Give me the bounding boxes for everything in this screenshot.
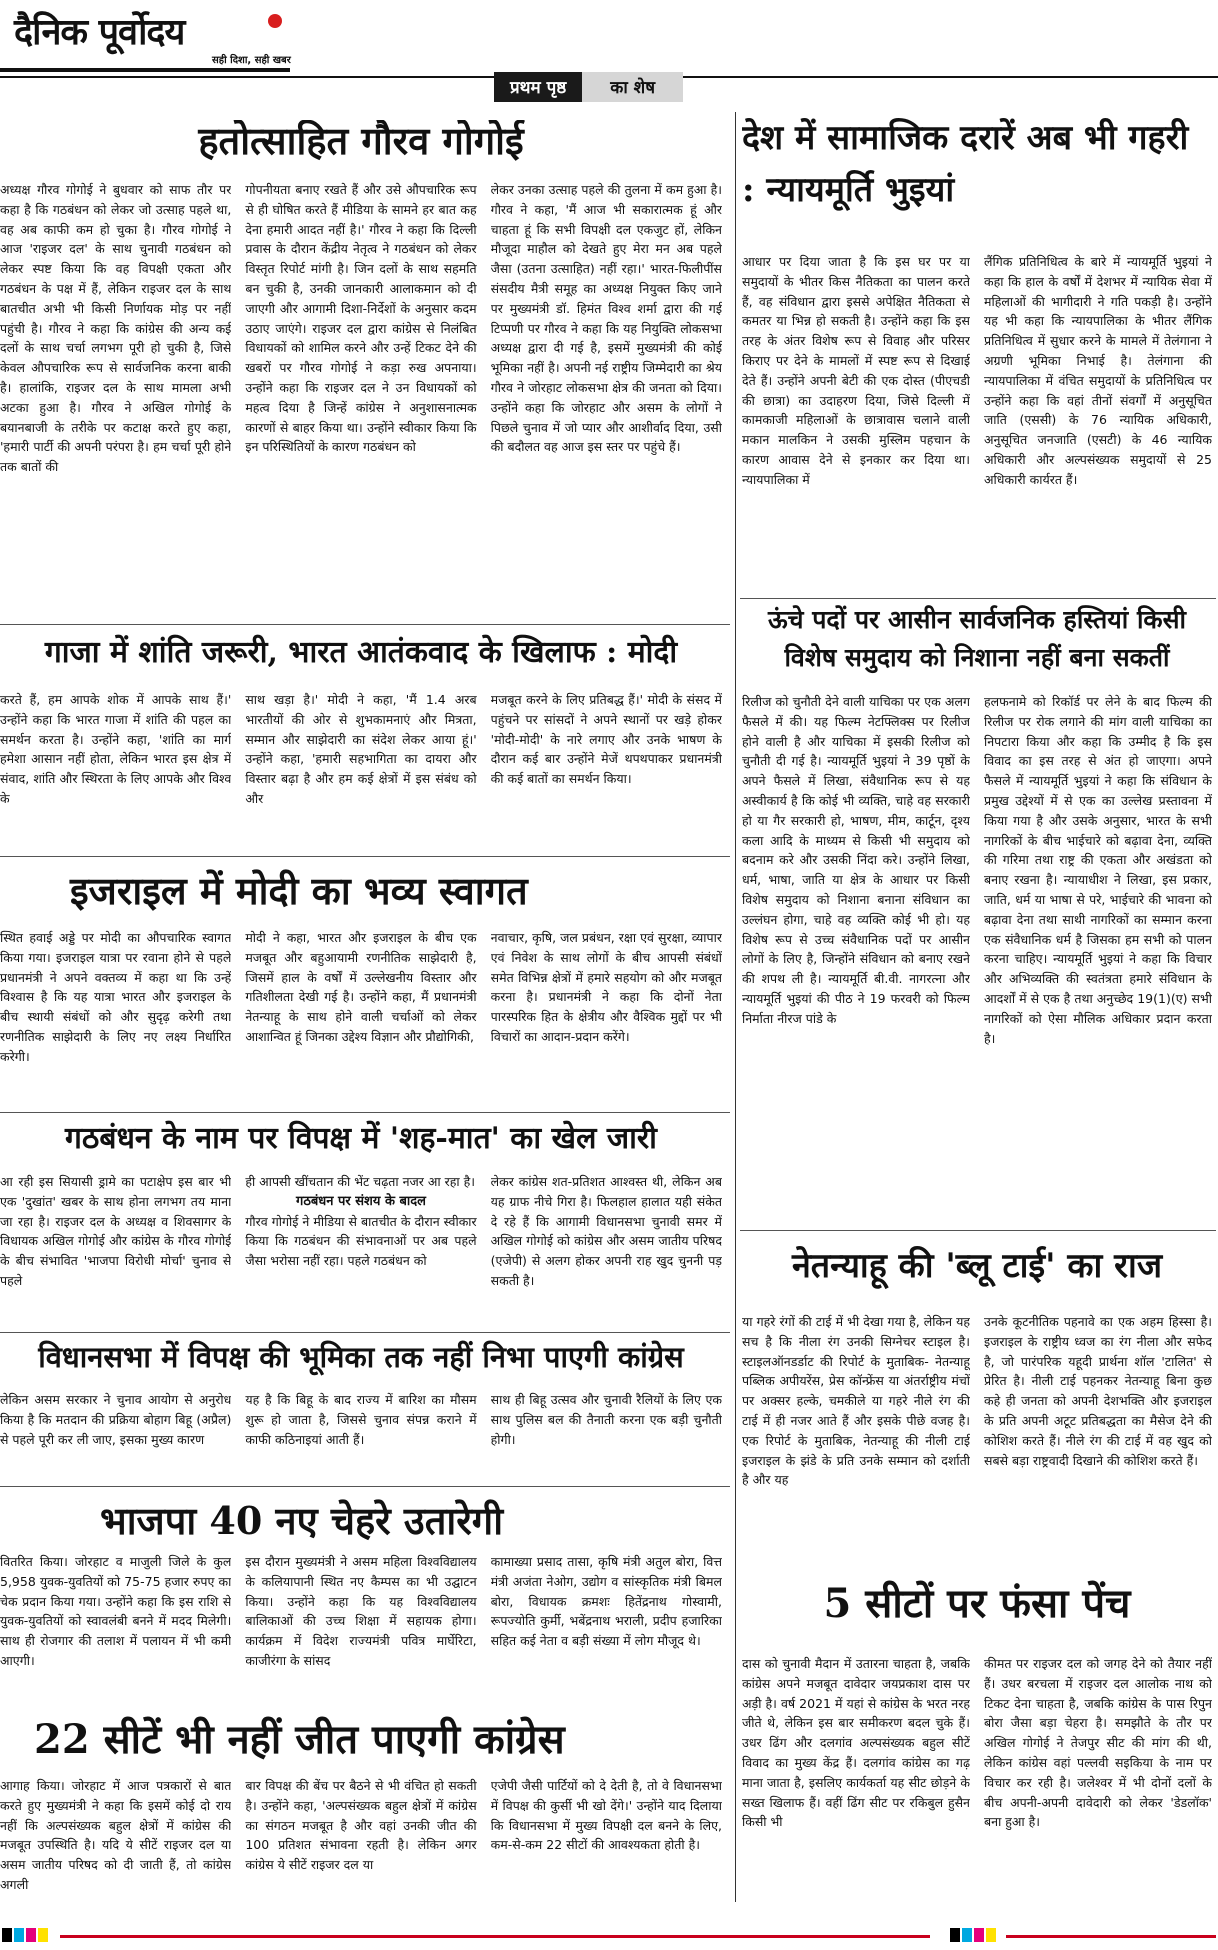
footer-line xyxy=(60,1935,930,1938)
color-swatch xyxy=(974,1928,984,1942)
article-text: करते हैं, हम आपके शोक में आपके साथ हैं।' उन्होंने कहा कि भारत गाजा में शांति की पहल का समर्थन करता है। उन्होंने कहा, 'शांति का मार्ग हमेशा आसान नहीं होता, लेकिन भारत इस क्षेत्र में संवाद, शांति और स्थिरता के लिए आपके और विश्व के xyxy=(0,692,232,806)
article-text: गौरव गोगोई ने मीडिया से बातचीत के दौरान स्वीकार किया कि गठबंधन की संभावनाओं पर अब पहले जैसा भरोसा नहीं रहा। पहले गठबंधन को xyxy=(245,1213,477,1269)
color-swatch xyxy=(38,1928,48,1942)
article-gaza xyxy=(0,628,722,852)
article-text: मोदी ने कहा, भारत और इजराइल के बीच एक मजबूत और बहुआयामी रणनीतिक साझेदारी है, जिसमें हाल के वर्षों में उल्लेखनीय विस्तार और गतिशीलता देखी गई है। उन्होंने कहा, मैं प्रधानमंत्री नेतन्याहू के साथ होने वाली चर्चाओं को लेकर आशान्वित हूं जिनका उद्देश्य विज्ञान और प्रौद्योगिकी, xyxy=(245,930,477,1044)
article-seats5 xyxy=(742,1564,1212,1920)
color-swatch xyxy=(2,1928,12,1942)
headline-bhuyan[interactable]: देश में सामाजिक दरारें अब भी गहरी : न्यायमूर्ति भुइयां xyxy=(742,118,1189,210)
footer-line xyxy=(1006,1935,1216,1938)
article-text: गोपनीयता बनाए रखते हैं और उसे औपचारिक रूप से ही घोषित करते हैं मीडिया के सामने हर बात कह देना हमारी आदत नहीं है।' गौरव ने कहा कि दिल्ली प्रवास के दौरान केंद्रीय नेतृत्व ने गठबंधन को लेकर विस्तृत रिपोर्ट मांगी है। जिन दलों के साथ सहमति बन चुकी है, उनकी जानकारी आलाकमान को दी जाएगी और आगामी दिशा-निर्देशों के अनुसार कदम उठाए जाएंगे। राइजर दल द्वारा कांग्रेस से निलंबित विधायकों को शामिल करने और उन्हें टिकट देने की खबरों पर गौरव गोगोई ने कड़ा रुख अपनाया। उन्होंने कहा कि राइजर दल ने उन विधायकों को महत्व दिया है जिन्हें कांग्रेस ने अनुशासनात्मक कारणों से बाहर किया था। उन्होंने स्वीकार किया कि इन परिस्थितियों के कारण गठबंधन को xyxy=(245,182,477,455)
logo-underline xyxy=(0,68,290,72)
color-swatch xyxy=(14,1928,24,1942)
article-netanyahu xyxy=(742,1234,1212,1564)
section-label-front-page: प्रथम पृष्ठ xyxy=(494,72,582,102)
article-vidhansabha xyxy=(0,1334,722,1484)
article-text: आगाह किया। जोरहाट में आज पत्रकारों से बात करते हुए मुख्यमंत्री ने कहा कि इसमें कोई दो राय नहीं कि अल्पसंख्यक बहुल क्षेत्रों में कांग्रेस की मजबूत उपस्थिति है। यदि ये सीटें राइजर दल या असम जातीय परिषद को दी जाती हैं, तो कांग्रेस अगली xyxy=(0,1778,232,1892)
article-seats22 xyxy=(0,1710,722,1920)
article-text: कीमत पर राइजर दल को जगह देने को तैयार नहीं हैं। उधर बरचला में राइजर दल आलोक नाथ को टिकट देना चाहता है, जबकि कांग्रेस के पास रिपुन बोरा जैसा बड़ा चेहरा है। समझौते के तौर पर अखिल गोगोई ने तेजपुर सीट की मांग की थी, लेकिन कांग्रेस वहां पल्लवी सइकिया के नाम पर विचार कर रही है। जलेश्वर में भी दोनों दलों के बीच अपनी-अपनी दावेदारी को लेकर 'डेडलॉक' बना हुआ है। xyxy=(984,1656,1212,1830)
article-text: मजबूत करने के लिए प्रतिबद्ध हैं।' मोदी के संसद में पहुंचने पर सांसदों ने अपने स्थानों पर खड़े होकर 'मोदी-मोदी' के नारे लगाए और उनके भाषण के दौरान कई बार उन्होंने मेजें थपथपाकर प्रधानमंत्री की कई बातों का समर्थन किया। xyxy=(490,692,722,787)
article-text: अध्यक्ष गौरव गोगोई ने बुधवार को साफ तौर पर कहा है कि गठबंधन को लेकर जो उत्साह पहले था, वह अब काफी कम हो चुका है। गौरव गोगोई ने आज 'राइजर दल' के साथ चुनावी गठबंधन को लेकर स्पष्ट किया कि वह विपक्षी एकता और गठबंधन के पक्ष में हैं, लेकिन राइजर दल के साथ बातचीत अभी भी किसी निर्णायक मोड़ पर नहीं पहुंची है। गौरव ने कहा कि कांग्रेस की अन्य कई दलों के साथ चर्चा लगभग पूरी हो चुकी है, जिसे केवल औपचारिक रूप से सार्वजनिक करना बाकी है। हालांकि, राइजर दल के साथ मामला अभी अटका हुआ है। गौरव ने अखिल गोगोई के बयानबाजी के तरीके पर कटाक्ष करते हुए कहा, 'हमारी पार्टी की अपनी परंपरा है। हम चर्चा पूरी होने तक बातों की xyxy=(0,182,232,475)
headline-sahmaat[interactable]: गठबंधन के नाम पर विपक्ष में 'शह-मात' का खेल जारी xyxy=(65,1121,657,1156)
article-text: लेकर उनका उत्साह पहले की तुलना में कम हुआ है। गौरव ने कहा, 'मैं आज भी सकारात्मक हूं और चाहता हूं कि सभी विपक्षी दल एकजुट हों, लेकिन मौजूदा माहौल को देखते हुए मेरा मन अब पहले जैसा (उतना उत्साहित) नहीं रहा।' भारत-फिलीपींस संसदीय मैत्री समूह का अध्यक्ष नियुक्त किए जाने पर मुख्यमंत्री डॉ. हिमंत विश्व शर्मा द्वारा की गई टिप्पणी पर गौरव ने कहा कि यह नियुक्ति लोकसभा अध्यक्ष द्वारा दी गई है, इसमें मुख्यमंत्री की कोई भूमिका नहीं है। अपनी नई राष्ट्रीय जिम्मेदारी का श्रेय गौरव ने जोरहाट लोकसभा क्षेत्र की जनता को दिया। उन्होंने कहा कि जोरहाट और असम के लोगों ने पिछले चुनाव में जो प्यार और आशीर्वाद दिया, उसी की बदौलत वह आज इस स्तर पर पहुंचे हैं। xyxy=(490,182,722,455)
article-sahmaat xyxy=(0,1114,722,1330)
article-text: लैंगिक प्रतिनिधित्व के बारे में न्यायमूर्ति भुइयां ने कहा कि हाल के वर्षों में देशभर में न्यायिक सेवा में महिलाओं की भागीदारी ने गति पकड़ी है। उन्होंने यह भी कहा कि न्यायपालिका के भीतर लैंगिक प्रतिनिधित्व में सुधार करने के मामले में तेलंगाना ने अग्रणी भूमिका निभाई है। तेलंगाना की न्यायपालिका में वंचित समुदायों के प्रतिनिधित्व पर उन्होंने कहा कि वहां तीनों संवर्गों में अनुसूचित जाति (एससी) के 76 न्यायिक अधिकारी, अनुसूचित जनजाति (एसटी) के 46 न्यायिक अधिकारी और अल्पसंख्यक समुदायों से 25 अधिकारी कार्यरत हैं। xyxy=(984,254,1212,487)
newspaper-logo[interactable]: दैनिक पूर्वोदय xyxy=(14,11,185,53)
article-divider xyxy=(0,1486,730,1487)
headline-israel[interactable]: इजराइल में मोदी का भव्य स्वागत xyxy=(70,868,528,913)
masthead xyxy=(0,0,1218,78)
headline-netanyahu[interactable]: नेतन्याहू की 'ब्लू टाई' का राज xyxy=(791,1246,1163,1286)
article-text: लेकिन असम सरकार ने चुनाव आयोग से अनुरोध किया है कि मतदान की प्रक्रिया बोहाग बिहू (अप्रैल) से पहले पूरी कर ली जाए, इसका मुख्य कारण xyxy=(0,1392,232,1447)
article-column xyxy=(245,1172,476,1328)
subheading: गठबंधन पर संशय के बादल xyxy=(296,1193,426,1209)
color-swatch xyxy=(26,1928,36,1942)
color-swatch xyxy=(950,1928,960,1942)
headline-gaza[interactable]: गाजा में शांति जरूरी, भारत आतंकवाद के खिलाफ : मोदी xyxy=(44,635,678,670)
article-text: साथ ही बिहू उत्सव और चुनावी रैलियों के लिए एक साथ पुलिस बल की तैनाती करना एक बड़ी चुनौती होगी। xyxy=(490,1392,722,1447)
article-text: बार विपक्ष की बेंच पर बैठने से भी वंचित हो सकती है। उन्होंने कहा, 'अल्पसंख्यक बहुल क्षेत्रों में कांग्रेस का संगठन मजबूत है और वहां उनकी जीत की 100 प्रतिशत संभावना रहती है। लेकिन अगर कांग्रेस ये सीटें राइजर दल या xyxy=(245,1778,477,1873)
headline-bjp[interactable]: भाजपा 40 नए चेहरे उतारेगी xyxy=(100,1498,504,1543)
article-divider xyxy=(0,624,730,625)
headline-vidhansabha[interactable]: विधानसभा में विपक्ष की भूमिका तक नहीं निभा पाएगी कांग्रेस xyxy=(38,1340,684,1374)
headline-ucche-line1[interactable]: ऊंचे पदों पर आसीन सार्वजनिक हस्तियां किसी xyxy=(767,605,1187,634)
headline-ucche-line2[interactable]: विशेष समुदाय को निशाना नहीं बना सकतीं xyxy=(784,643,1170,672)
article-text: नवाचार, कृषि, जल प्रबंधन, रक्षा एवं सुरक्षा, व्यापार एवं निवेश के साथ लोगों के बीच आपसी संबंधों समेत विभिन्न क्षेत्रों में हमारे सहयोग को और मजबूत करना है। प्रधानमंत्री ने कहा कि दोनों नेता पारस्परिक हित के क्षेत्रीय और वैश्विक मुद्दों पर भी विचारों का आदान-प्रदान करेंगे। xyxy=(490,930,722,1044)
article-israel xyxy=(0,860,722,1110)
color-swatch xyxy=(986,1928,996,1942)
tagline: सही दिशा, सही खबर xyxy=(212,55,291,66)
color-swatch xyxy=(962,1928,972,1942)
article-divider xyxy=(0,856,730,857)
article-text: साथ खड़ा है।' मोदी ने कहा, 'मैं 1.4 अरब भारतीयों की ओर से शुभकामनाएं और मित्रता, सम्मान और साझेदारी का संदेश लेकर आया हूं।' उन्होंने कहा, 'हमारी सहभागिता का दायरा और विस्तार बढ़ा है और हम कई क्षेत्रों में इस संबंध को और xyxy=(245,692,477,806)
article-divider xyxy=(0,1112,730,1113)
headline-seats22[interactable]: 22 सीटें भी नहीं जीत पाएगी कांग्रेस xyxy=(34,1716,565,1763)
headline-gaurav[interactable]: हतोत्साहित गौरव गोगोई xyxy=(198,120,524,163)
article-bhuyan xyxy=(742,112,1212,596)
article-text: वितरित किया। जोरहाट व माजुली जिले के कुल 5,958 युवक-युवतियों को 75-75 हजार रुपए का चेक प्रदान किया गया। उन्होंने कहा कि इस राशि से युवक-युवतियों को स्वावलंबी बनने में मदद मिलेगी। साथ ही रोजगार की तलाश में पलायन में भी कमी आएगी। xyxy=(0,1554,232,1668)
headline-seats5[interactable]: 5 सीटों पर फंसा पेंच xyxy=(823,1580,1131,1627)
article-divider xyxy=(740,1230,1216,1231)
article-text: रिलीज को चुनौती देने वाली याचिका पर एक अलग फैसले में की। यह फिल्म नेटफ्लिक्स पर रिलीज होने वाली है और याचिका में इसकी रिलीज को चुनौती दी गई है। न्यायमूर्ति भुइयां ने 39 पृष्ठों के अपने फैसले में लिखा, संवैधानिक रूप से यह अस्वीकार्य है कि कोई भी व्यक्ति, चाहे वह सरकारी हो या गैर सरकारी हो, भाषण, मीम, कार्टून, दृश्य कला आदि के माध्यम से किसी भी समुदाय को बदनाम करे और उसकी निंदा करे। उन्होंने लिखा, धर्म, भाषा, जाति या क्षेत्र के आधार पर किसी विशेष समुदाय को निशाना बनाना संविधान का उल्लंघन होगा, चाहे वह व्यक्ति कोई भी हो। यह विशेष रूप से उच्च संवैधानिक पदों पर आसीन लोगों के लिए है, जिन्होंने संविधान को बनाए रखने की शपथ ली है। न्यायमूर्ति बी.वी. नागरत्ना और न्यायमूर्ति भुइयां की पीठ ने 19 फरवरी को फिल्म निर्माता नीरज पांडे के xyxy=(742,694,970,1026)
article-ucche xyxy=(742,600,1212,1240)
article-text: इस दौरान मुख्यमंत्री ने असम महिला विश्वविद्यालय के कलियापानी स्थित नए कैम्पस का भी उद्घाटन किया। उन्होंने कहा कि यह विश्वविद्यालय बालिकाओं की उच्च शिक्षा में सहायक होगा। कार्यक्रम में विदेश राज्यमंत्री पवित्र मार्घेरिटा, काजीरंगा के सांसद xyxy=(245,1554,477,1668)
article-text: दास को चुनावी मैदान में उतारना चाहता है, जबकि कांग्रेस अपने मजबूत दावेदार जयप्रकाश दास पर अड़ी है। वर्ष 2021 में यहां से कांग्रेस के भरत नरह जीते थे, लेकिन इस बार समीकरण बदल चुके हैं। उधर ढिंग और दलगांव अल्पसंख्यक बहुल सीटें विवाद का मुख्य केंद्र हैं। दलगांव कांग्रेस का गढ़ माना जाता है, इसलिए कार्यकर्ता यह सीट छोड़ने के सख्त खिलाफ हैं। वहीं ढिंग सीट पर रकिबुल हुसैन किसी भी xyxy=(742,1656,970,1830)
logo-dot-icon xyxy=(268,14,282,28)
article-text: आधार पर दिया जाता है कि इस घर पर या समुदायों के भीतर किस नैतिकता का पालन करते हैं, वह संविधान द्वारा इससे अपेक्षित नैतिकता से कमतर या भिन्न हो सकती है। उन्होंने कहा कि इस तरह के अंतर विशेष रूप से विवाह और परिसर किराए पर देने के मामलों में स्पष्ट रूप से दिखाई देते हैं। उन्होंने अपनी बेटी की एक दोस्त (पीएचडी की छात्रा) का उदाहरण दिया, जिसे दिल्ली में कामकाजी महिलाओं के छात्रावास चलाने वाली मकान मालकिन ने उसकी मुस्लिम पहचान के कारण आवास देने से इनकार कर दिया था। न्यायपालिका में xyxy=(742,254,970,487)
article-divider xyxy=(0,1332,730,1333)
article-text: लेकर कांग्रेस शत-प्रतिशत आश्वस्त थी, लेकिन अब यह ग्राफ नीचे गिरा है। फिलहाल हालात यही संकेत दे रहे हैं कि आगामी विधानसभा चुनावी समर में अखिल गोगोई को कांग्रेस और असम जातीय परिषद (एजेपी) से अलग होकर अपनी राह खुद चुननी पड़ सकती है। xyxy=(490,1174,722,1288)
article-text: एजेपी जैसी पार्टियों को दे देती है, तो वे विधानसभा में विपक्ष की कुर्सी भी खो देंगे।' उन्होंने याद दिलाया कि विधानसभा में मुख्य विपक्षी दल बनने के लिए, कम-से-कम 22 सीटों की आवश्यकता होती है। xyxy=(490,1778,722,1853)
article-text: स्थित हवाई अड्डे पर मोदी का औपचारिक स्वागत किया गया। इजराइल यात्रा पर रवाना होने से पहले प्रधानमंत्री ने अपने वक्तव्य में कहा था कि उन्हें विश्वास है कि यह यात्रा भारत और इजराइल के बीच स्थायी संबंधों को और सुदृढ़ करेगी तथा रणनीतिक साझेदारी के लिए नए लक्ष्य निर्धारित करेगी। xyxy=(0,930,232,1064)
article-text: आ रही इस सियासी ड्रामे का पटाक्षेप इस बार भी एक 'दुखांत' खबर के साथ होना लगभग तय माना जा रहा है। राइजर दल के अध्यक्ष व शिवसागर के विधायक अखिल गोगोई और कांग्रेस के गौरव गोगोई के बीच संभावित 'भाजपा विरोधी मोर्चा' चुनाव से पहले xyxy=(0,1174,232,1288)
section-label-continued: का शेष xyxy=(582,72,683,102)
article-divider xyxy=(740,598,1216,599)
article-text: हलफनामे को रिकॉर्ड पर लेने के बाद फिल्म की रिलीज पर रोक लगाने की मांग वाली याचिका का निपटारा किया और कहा कि उम्मीद है कि इस विवाद का इस तरह से अंत हो जाएगा। अपने फैसले में न्यायमूर्ति भुइयां ने कहा कि संविधान के प्रमुख उद्देश्यों में से एक का उल्लेख प्रस्तावना में किया गया है और उसके अनुसार, भारत के सभी नागरिकों के बीच भाईचारे को बढ़ावा देना, व्यक्ति की गरिमा तथा राष्ट्र की एकता और अखंडता को बनाए रखना है। न्यायाधीश ने लिखा, इस प्रकार, जाति, धर्म या भाषा से परे, भाईचारे की भावना को बढ़ावा देना तथा साथी नागरिकों का सम्मान करना एक संवैधानिक धर्म है जिसका हम सभी को पालन करना चाहिए। न्यायमूर्ति भुइयां ने कहा कि विचार और अभिव्यक्ति की स्वतंत्रता हमारे संविधान के आदर्शों में से एक है तथा अनुच्छेद 19(1)(ए) सभी नागरिकों को ऐसा मौलिक अधिकार प्रदान करता है। xyxy=(984,694,1212,1046)
article-bjp xyxy=(0,1488,722,1710)
article-text: या गहरे रंगों की टाई में भी देखा गया है, लेकिन यह सच है कि नीला रंग उनकी सिग्नेचर स्टाइल है। स्टाइलऑनडर्डाट की रिपोर्ट के मुताबिक- नेतन्याहू पब्लिक अपीयरेंस, प्रेस कॉन्फ्रेंस या अंतर्राष्ट्रीय मंचों पर अक्सर हल्के, चमकीले या गहरे नीले रंग की टाई में ही नजर आते हैं और इसके पीछे वजह है। एक रिपोर्ट के मुताबिक, नेतन्याहू की नीली टाई इजराइल के झंडे के प्रति उनके सम्मान को दर्शाती है और यह xyxy=(742,1314,970,1488)
section-tab xyxy=(494,72,683,102)
footer-bar xyxy=(0,1925,1218,1950)
article-gaurav xyxy=(0,112,722,622)
article-text: ही आपसी खींचतान की भेंट चढ़ता नजर आ रहा है। xyxy=(245,1174,475,1189)
article-text: कामाख्या प्रसाद तासा, कृषि मंत्री अतुल बोरा, वित्त मंत्री अजंता नेओग, उद्योग व सांस्कृतिक मंत्री बिमल बोरा, विधायक क्रमशः हितेंद्रनाथ गोस्वामी, रूपज्योति कुर्मी, भबेंद्रनाथ भराली, प्रदीप हजारिका सहित कई नेता व बड़ी संख्या में लोग मौजूद थे। xyxy=(490,1554,722,1649)
article-text: यह है कि बिहू के बाद राज्य में बारिश का मौसम शुरू हो जाता है, जिससे चुनाव संपन्न कराने में काफी कठिनाइयां आती हैं। xyxy=(245,1392,477,1447)
article-text: उनके कूटनीतिक पहनावे का एक अहम हिस्सा है। इजराइल के राष्ट्रीय ध्वज का रंग नीला और सफेद है, जो पारंपरिक यहूदी प्रार्थना शॉल 'टालित' से प्रेरित है। नीली टाई पहनकर नेतन्याहू बिना कुछ कहे ही जनता को अपनी देशभक्ति और इजराइल के प्रति अपनी अटूट प्रतिबद्धता का मैसेज देने की कोशिश करते हैं। नीले रंग की टाई में वह खुद को सबसे बड़ा राष्ट्रवादी दिखाने की कोशिश करते हैं। xyxy=(984,1314,1212,1468)
column-divider xyxy=(735,112,736,1902)
